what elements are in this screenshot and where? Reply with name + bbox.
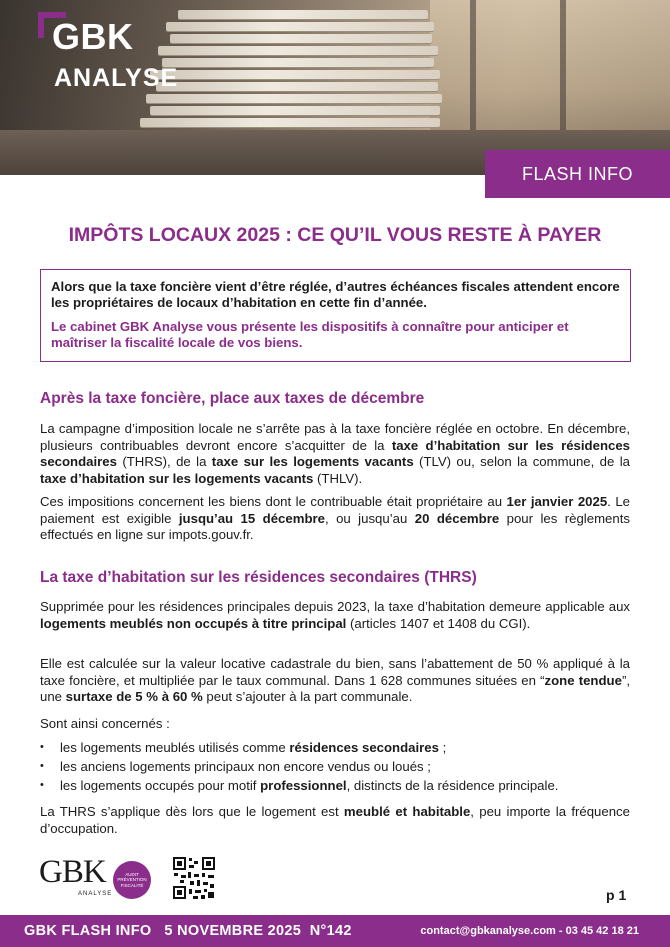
- paper-stack-sheet: [158, 46, 438, 55]
- footer-bar: [0, 915, 670, 947]
- list-intro: Sont ainsi concernés :: [40, 716, 170, 731]
- list-item: • les anciens logements principaux non encore vendus ou loués ;: [40, 757, 640, 776]
- paper-stack-sheet: [150, 106, 440, 115]
- section-heading: La taxe d’habitation sur les résidences secondaires (THRS): [40, 569, 477, 586]
- paper-stack-sheet: [140, 118, 440, 127]
- intro-box: [40, 269, 631, 362]
- paragraph: La THRS s’applique dès lors que le logement est meublé et habitable, peu importe la fréquence d’occupation.: [40, 804, 630, 836]
- page-number: p 1: [606, 887, 627, 903]
- intro-highlight: Le cabinet GBK Analyse vous présente les dispositifs à connaître pour anticiper et maîtriser la fiscalité locale de vos biens.: [51, 319, 569, 350]
- paper-stack-sheet: [162, 58, 434, 67]
- banner-window: [430, 0, 670, 150]
- paragraph: La campagne d’imposition locale ne s’arrête pas à la taxe foncière réglée en octobre. En décembre, plusieurs contribuables devront encore s’acquitter de la taxe d’habitation sur les résidences secondaires (THRS), de la taxe sur les logements vacants (TLV) ou, selon la commune, de la taxe d’habitation sur les logements vacants (THLV).: [40, 421, 630, 486]
- brand-name: GBK: [52, 16, 134, 57]
- brand-subtitle: ANALYSE: [54, 64, 179, 92]
- flash-info-tag: FLASH INFO: [485, 150, 670, 198]
- concerned-list: [40, 738, 640, 795]
- paper-stack-sheet: [170, 34, 432, 43]
- paragraph: Elle est calculée sur la valeur locative cadastrale du bien, sans l’abattement de 50 % appliqué à la taxe foncière, et multipliée par le taux communal. Dans 1 628 communes situées en “zone tendue”, une surtaxe de 5 % à 60 % peut s’ajouter à la part communale.: [40, 656, 630, 704]
- section-heading: Après la taxe foncière, place aux taxes de décembre: [40, 390, 425, 407]
- footer-logo-badge: AUDIT PRÉVENTION FISCALITÉ: [113, 861, 151, 899]
- footer-contact: contact@gbkanalyse.com - 03 45 42 18 21: [420, 925, 639, 937]
- intro-text: Alors que la taxe foncière vient d’être réglée, d’autres échéances fiscales attendent encore les propriétaires de locaux d’habitation en cette fin d’année.: [51, 279, 620, 310]
- banner-window-frame: [560, 0, 566, 150]
- paragraph: Ces impositions concernent les biens dont le contribuable était propriétaire au 1er janvier 2025. Le paiement est exigible jusqu’au 15 décembre, ou jusqu’au 20 décembre pour les règlements effectués en ligne sur impots.gouv.fr.: [40, 494, 630, 542]
- footer-logo-subtitle: ANALYSE: [78, 891, 113, 897]
- footer-issue-info: GBK FLASH INFO 5 NOVEMBRE 2025 N°142: [24, 923, 352, 939]
- page-title: IMPÔTS LOCAUX 2025 : CE QU’IL VOUS RESTE À PAYER: [68, 224, 602, 246]
- paragraph: Supprimée pour les résidences principales depuis 2023, la taxe d’habitation demeure applicable aux logements meublés non occupés à titre principal (articles 1407 et 1408 du CGI).: [40, 599, 630, 631]
- list-item: • les logements meublés utilisés comme résidences secondaires ;: [40, 738, 640, 757]
- footer-logo: GBK: [39, 854, 106, 890]
- list-item: • les logements occupés pour motif professionnel, distincts de la résidence principale.: [40, 776, 640, 795]
- qr-code-icon[interactable]: [172, 856, 216, 900]
- paper-stack-sheet: [166, 22, 434, 31]
- paper-stack-sheet: [156, 82, 438, 91]
- banner-window-frame: [470, 0, 476, 150]
- paper-stack-sheet: [150, 70, 440, 79]
- paper-stack-sheet: [178, 10, 428, 19]
- paper-stack-sheet: [146, 94, 442, 103]
